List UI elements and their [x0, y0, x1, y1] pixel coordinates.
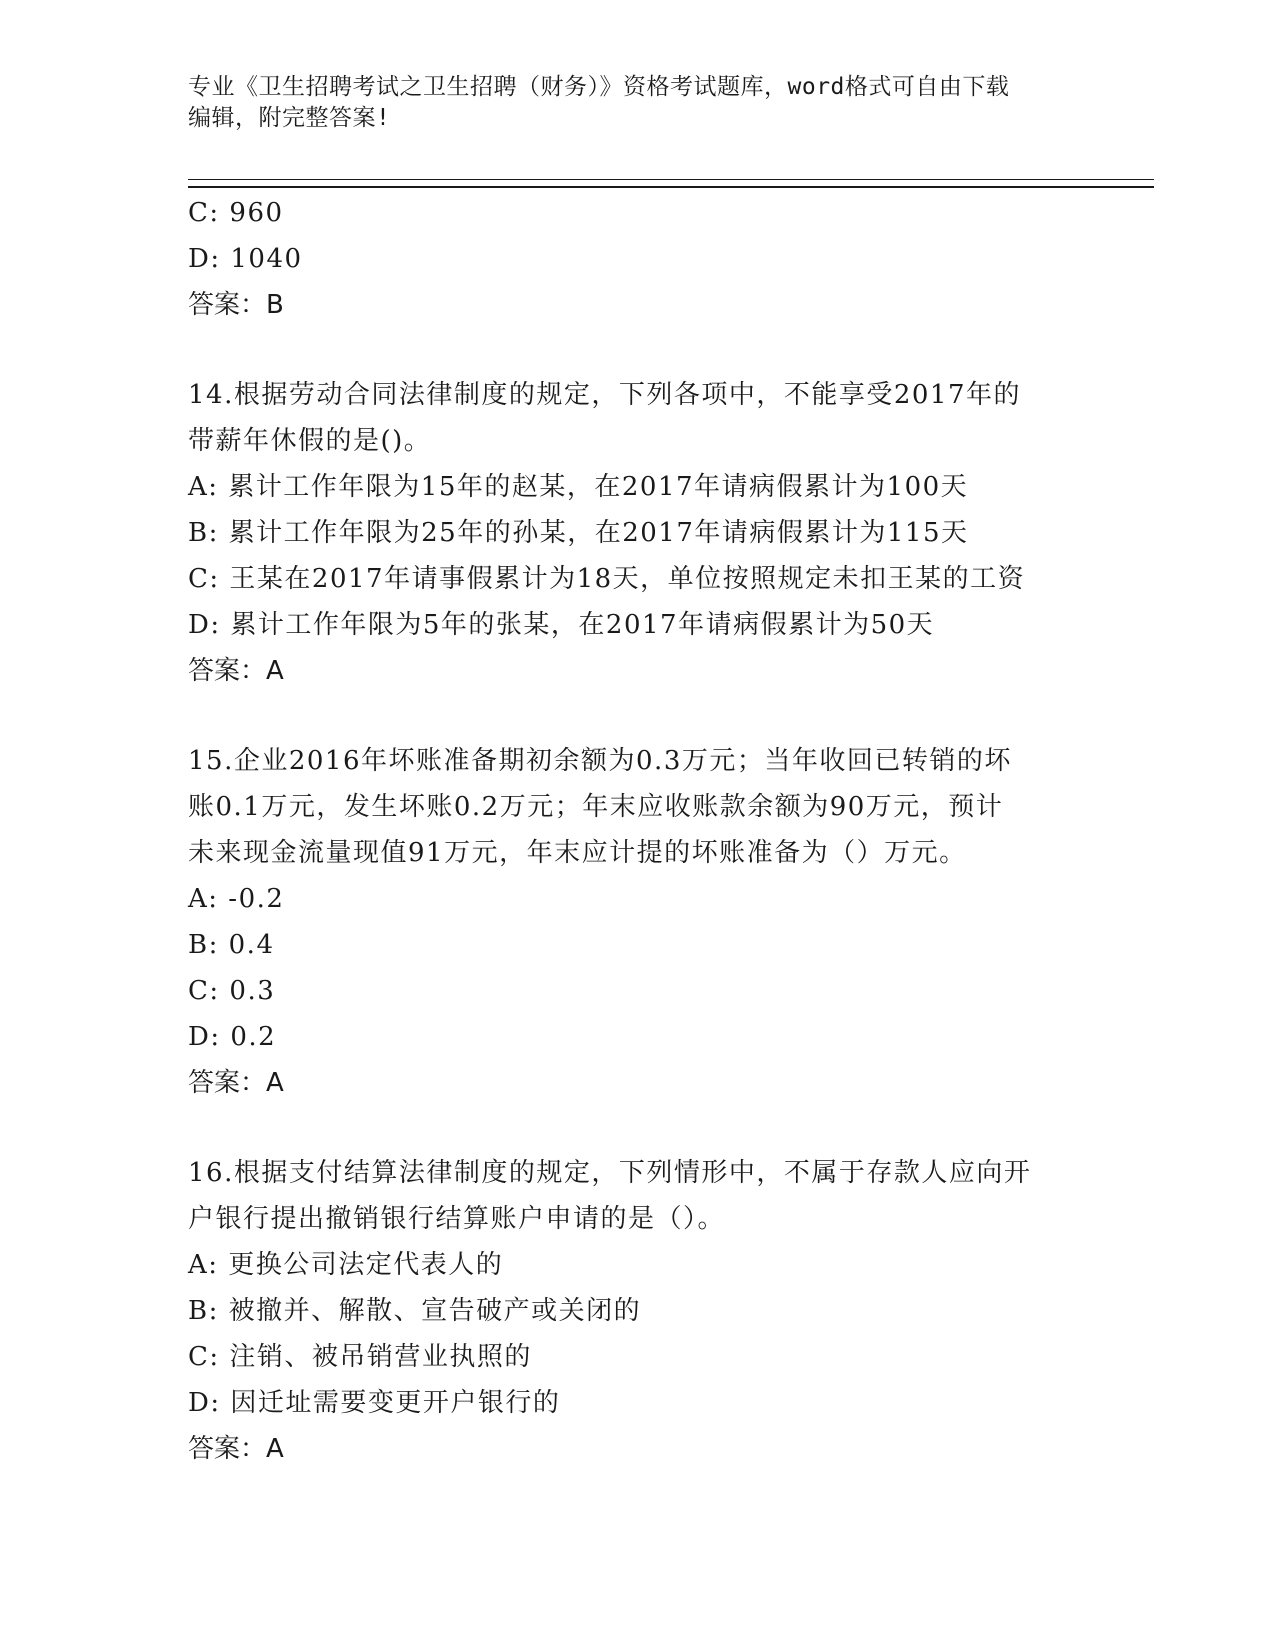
spacer	[188, 1106, 1088, 1150]
header-divider	[188, 179, 1154, 188]
spacer	[188, 694, 1088, 738]
answer-label: 答案：A	[188, 1068, 284, 1098]
page-header	[188, 72, 1068, 134]
option-a: A: -0.2	[188, 884, 285, 914]
question-block-16	[188, 1150, 1088, 1472]
option-c: C: 960	[188, 198, 284, 228]
answer-label: 答案：A	[188, 656, 284, 686]
answer-label: 答案：B	[188, 290, 284, 320]
option-a: A: 累计工作年限为15年的赵某，在2017年请病假累计为100天	[188, 472, 969, 502]
answer-label: 答案：A	[188, 1434, 284, 1464]
question-list	[188, 190, 1088, 1472]
spacer	[188, 328, 1088, 372]
question-block-prev	[188, 190, 1088, 328]
option-c: C: 0.3	[188, 976, 276, 1006]
option-b: B: 累计工作年限为25年的孙某，在2017年请病假累计为115天	[188, 518, 969, 548]
header-text: 专业《卫生招聘考试之卫生招聘（财务）》资格考试题库，word格式可自由下载 编辑，附完整答案!	[188, 74, 1010, 131]
question-stem: 14.根据劳动合同法律制度的规定，下列各项中，不能享受2017年的 带薪年休假的是()。	[188, 380, 1022, 456]
question-stem: 16.根据支付结算法律制度的规定，下列情形中，不属于存款人应向开 户银行提出撤销银行结算账户申请的是（）。	[188, 1158, 1032, 1234]
question-block-15	[188, 738, 1088, 1106]
option-d: D: 累计工作年限为5年的张某，在2017年请病假累计为50天	[188, 610, 935, 640]
option-c: C: 注销、被吊销营业执照的	[188, 1342, 532, 1372]
option-d: D: 因迁址需要变更开户银行的	[188, 1388, 561, 1418]
option-d: D: 1040	[188, 244, 303, 274]
option-c: C: 王某在2017年请事假累计为18天，单位按照规定未扣王某的工资	[188, 564, 1026, 594]
question-block-14	[188, 372, 1088, 694]
option-a: A: 更换公司法定代表人的	[188, 1250, 504, 1280]
option-d: D: 0.2	[188, 1022, 277, 1052]
option-b: B: 被撤并、解散、宣告破产或关闭的	[188, 1296, 642, 1326]
option-b: B: 0.4	[188, 930, 275, 960]
question-stem: 15.企业2016年坏账准备期初余额为0.3万元；当年收回已转销的坏 账0.1万元，发生坏账0.2万元；年末应收账款余额为90万元，预计 未来现金流量现值91万元，年末应计提的坏账准备为（）万元。	[188, 746, 1012, 868]
